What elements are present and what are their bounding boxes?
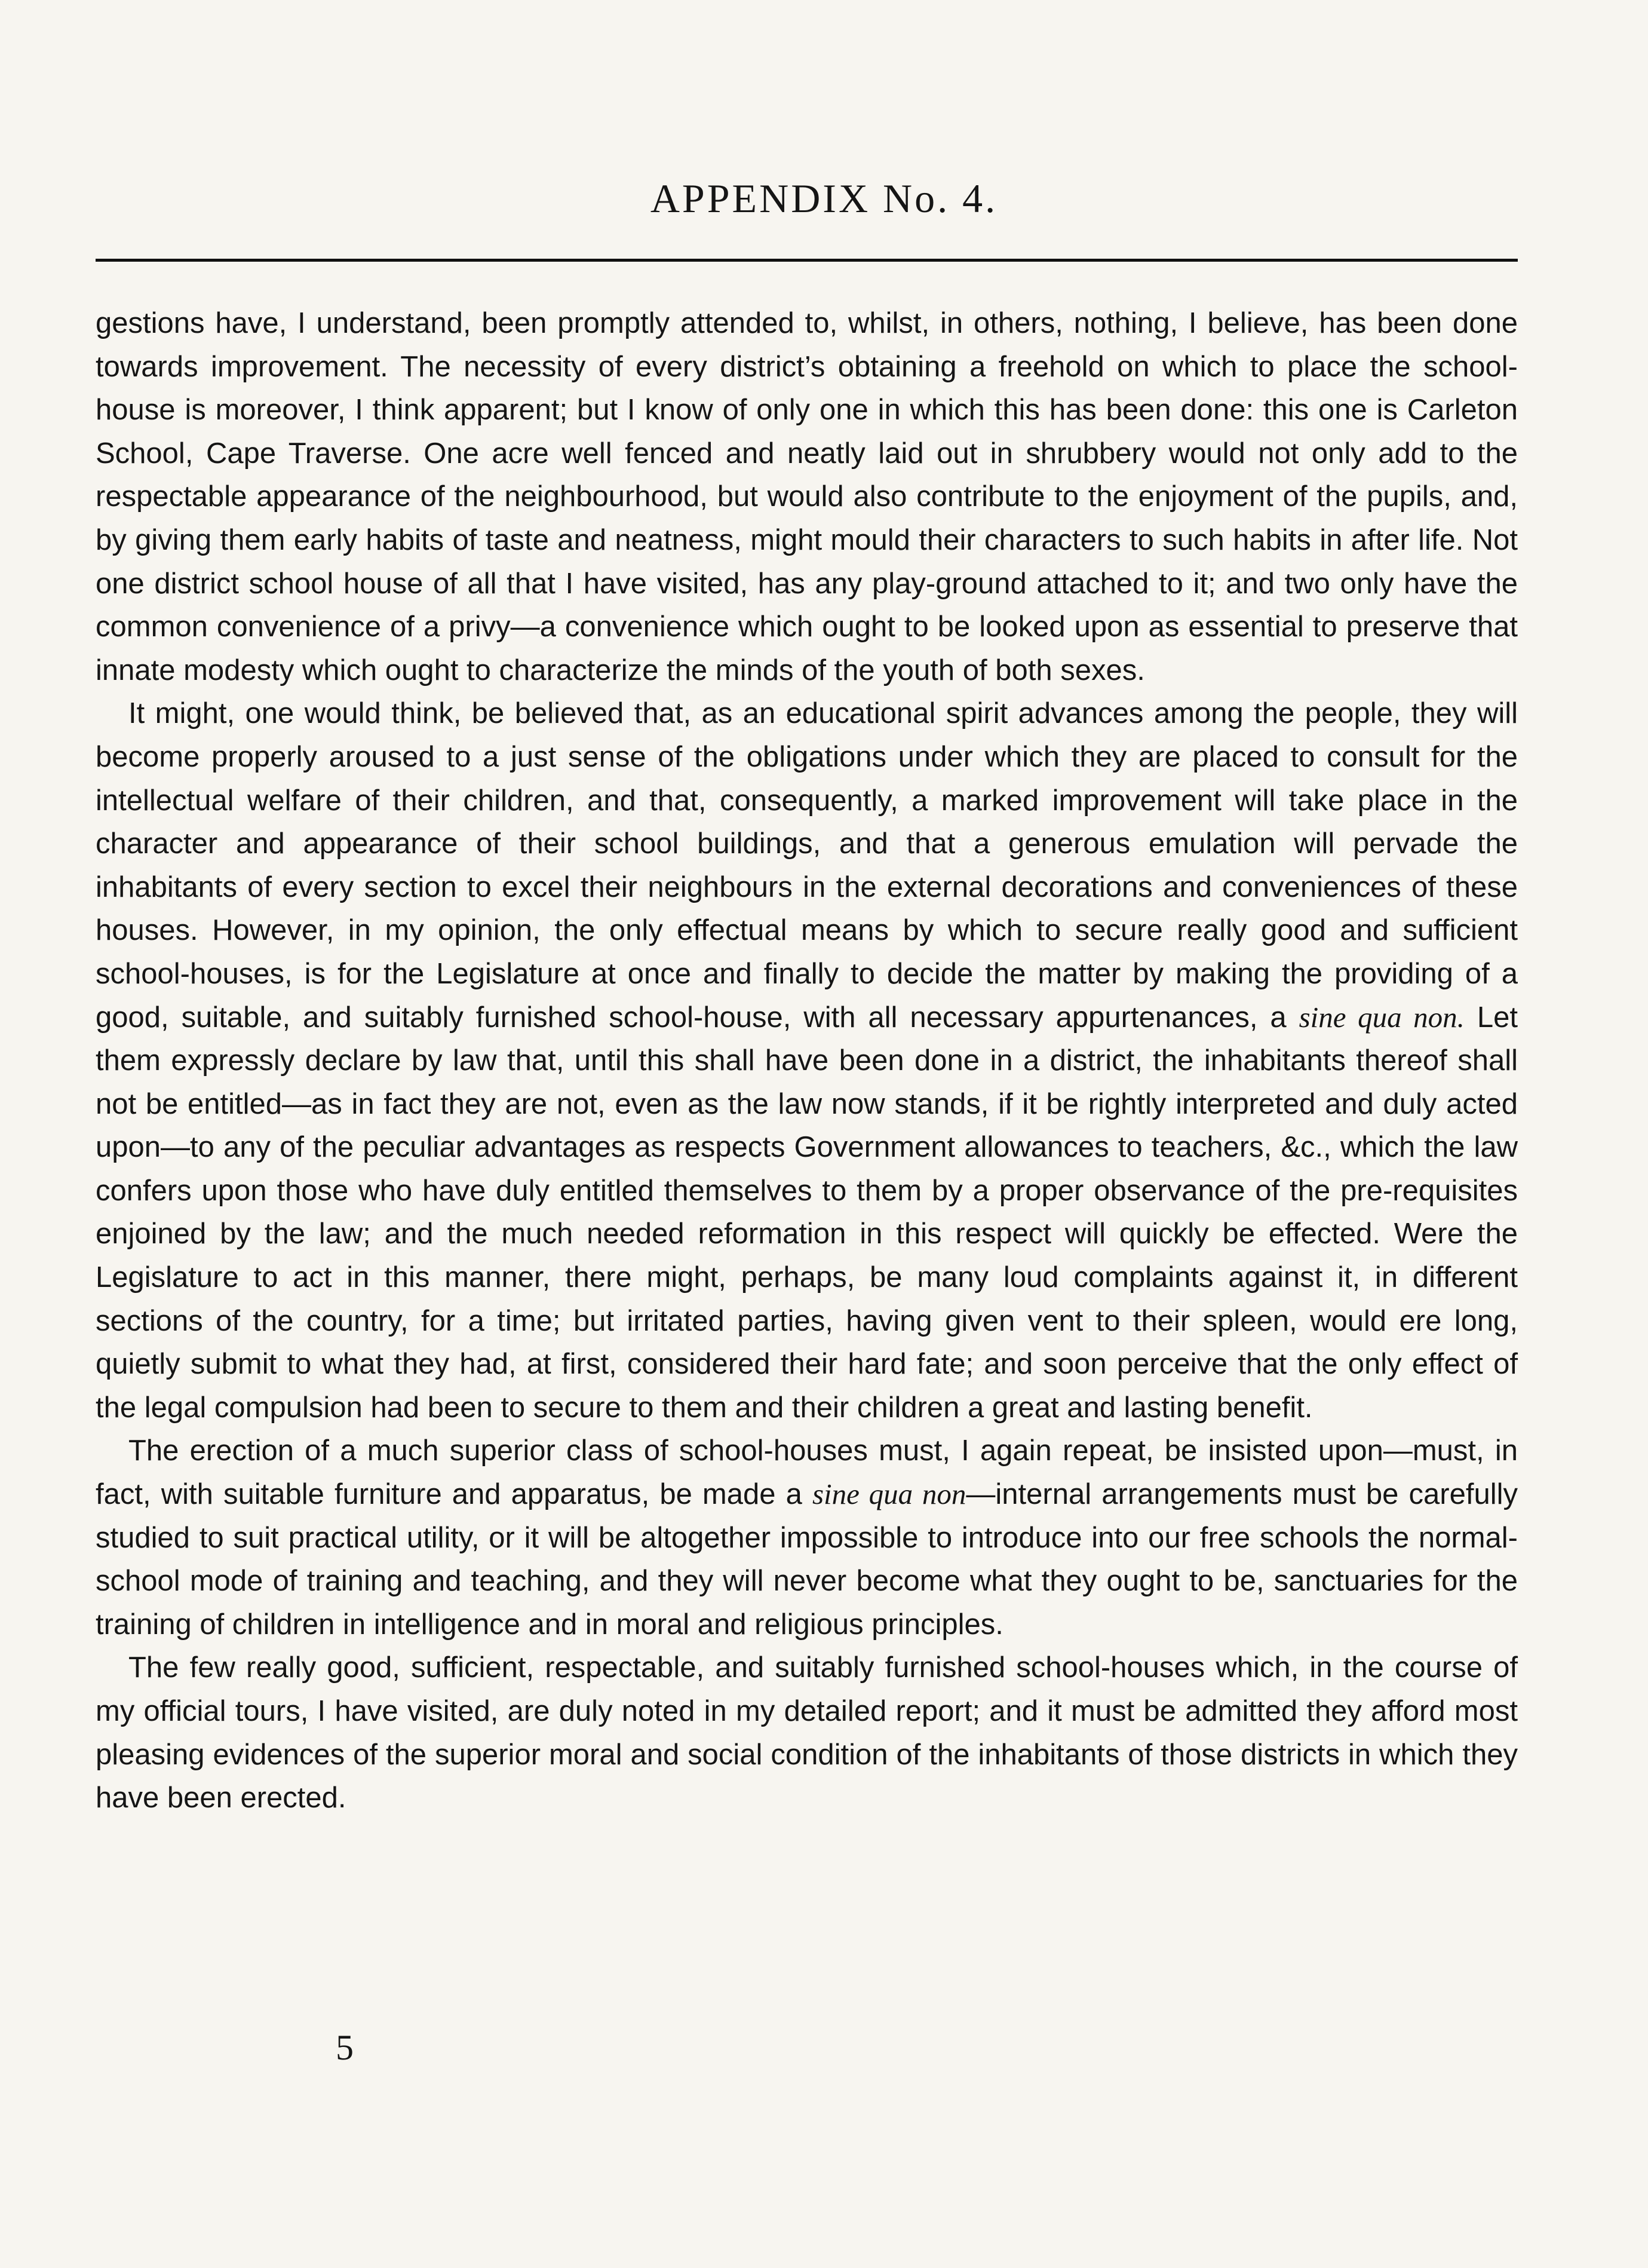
paragraph-2-text-b: Let them expressly declare by law that, until this shall have been done in a district, the inhabitants thereof shall not be entitled—as in fact they are not, even as the law now stands, if it be rightly interpreted and duly acted upon—to any of the peculiar advantages as respects Government allowances to teachers, &c., which the law confers upon those who have duly entitled themselves to them by a proper observance of the pre-requisites enjoined by the law; and the much needed reformation in this respect will quickly be effected. Were the Legislature to act in this manner, there might, perhaps, be many loud complaints against it, in different sections of the country, for a time; but irritated parties, having given vent to their spleen, would ere long, quietly submit to what they had, at first, considered their hard fate; and soon perceive that the only effect of the legal compulsion had been to secure to them and their children a great and lasting benefit. [96,1001,1518,1424]
paragraph-2-text-a: It might, one would think, be believed that, as an educational spirit advances among the people, they will become properly aroused to a just sense of the obligations under which they are placed to consult for the intellectual welfare of their children, and that, consequently, a marked improvement will take place in the character and appearance of their school buildings, and that a generous emulation will pervade the inhabitants of every section to excel their neighbours in the external decorations and conveniences of these houses. However, in my opinion, the only effectual means by which to secure really good and sufficient school-houses, is for the Legislature at once and finally to decide the matter by making the providing of a good, suitable, and suitably furnished school-house, with all necessary appurtenances, a [96,697,1518,1034]
latin-phrase: sine qua non. [1299,1000,1465,1034]
page-number: 5 [336,2028,354,2067]
page-title: APPENDIX No. 4. [650,176,998,221]
paragraph-1 [96,302,1518,692]
header-rule [96,259,1518,262]
paragraph-2 [96,692,1518,1429]
paragraph-3-text-b: —internal arrangements must be carefully studied to suit practical utility, or it will be altogether impossible to introduce into our free schools the normal-school mode of training and teaching, and they will never become what they ought to be, sanctuaries for the training of children in intelligence and in moral and religious principles. [96,1478,1518,1641]
body-text [96,302,1518,1820]
latin-phrase: sine qua non [812,1478,966,1511]
paragraph-4 [96,1646,1518,1819]
paragraph-1-text: gestions have, I understand, been promptly attended to, whilst, in others, nothing, I believe, has been done towards improvement. The necessity of every district’s obtaining a freehold on which to place the school-house is moreover, I think apparent; but I know of only one in which this has been done: this one is Carleton School, Cape Traverse. One acre well fenced and neatly laid out in shrubbery would not only add to the respectable appearance of the neighbourhood, but would also contribute to the enjoyment of the pupils, and, by giving them early habits of taste and neatness, might mould their characters to such habits in after life. Not one district school house of all that I have visited, has any play-ground attached to it; and two only have the common convenience of a privy—a convenience which ought to be looked upon as essential to preserve that innate modesty which ought to characterize the minds of the youth of both sexes. [96,307,1518,686]
paragraph-3-text-a: The erection of a much superior class of school-houses must, I again repeat, be insisted upon—must, in fact, with suitable furniture and apparatus, be made a [96,1435,1518,1511]
paragraph-3 [96,1429,1518,1646]
paragraph-4-text: The few really good, sufficient, respectable, and suitably furnished school-houses which, in the course of my official tours, I have visited, are duly noted in my detailed report; and it must be admitted they afford most pleasing evidences of the superior moral and social condition of the inhabitants of those districts in which they have been erected. [96,1651,1518,1815]
